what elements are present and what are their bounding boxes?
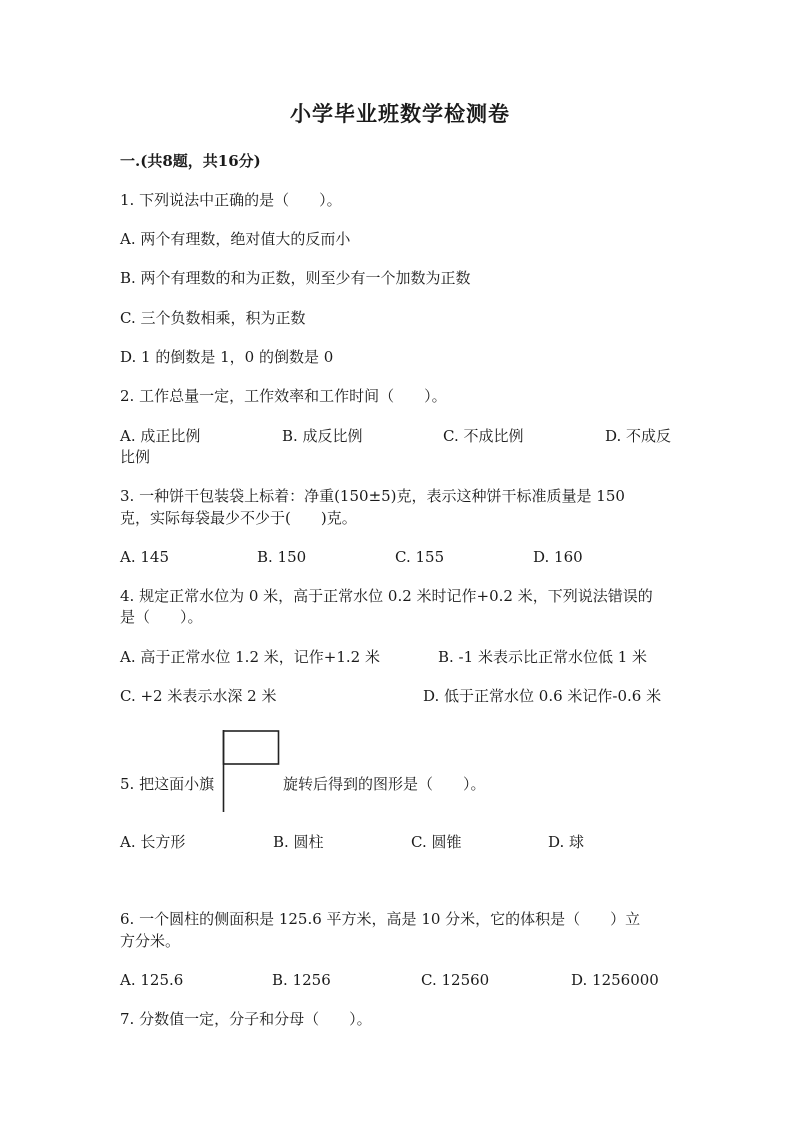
q1-stem: 1. 下列说法中正确的是（ ）。 bbox=[120, 191, 342, 209]
q6-stem-line2: 方分米。 bbox=[120, 932, 181, 950]
q2-option-a: A. 成正比例 bbox=[120, 427, 201, 445]
q5-option-a: A. 长方形 bbox=[120, 833, 186, 851]
q2-option-c: C. 不成比例 bbox=[443, 427, 524, 445]
q6-option-b: B. 1256 bbox=[272, 971, 331, 989]
q3-option-a: A. 145 bbox=[120, 548, 169, 566]
q1-option-a: A. 两个有理数，绝对值大的反而小 bbox=[120, 230, 351, 248]
q6-stem-line1: 6. 一个圆柱的侧面积是 125.6 平方米，高是 10 分米，它的体积是（ ）立 bbox=[120, 910, 641, 928]
q2-option-d: D. 不成反 bbox=[605, 427, 672, 445]
section-heading: 一.(共8题，共16分) bbox=[120, 152, 261, 170]
q4-option-b: B. -1 米表示比正常水位低 1 米 bbox=[438, 648, 648, 666]
q4-stem-line2: 是（ ）。 bbox=[120, 608, 203, 626]
q3-stem-line1: 3. 一种饼干包装袋上标着：净重(150±5)克，表示这种饼干标准质量是 150 bbox=[120, 487, 625, 505]
q4-option-c: C. +2 米表示水深 2 米 bbox=[120, 687, 277, 705]
q1-option-d: D. 1 的倒数是 1，0 的倒数是 0 bbox=[120, 348, 334, 366]
q3-option-c: C. 155 bbox=[395, 548, 445, 566]
page-title: 小学毕业班数学检测卷 bbox=[290, 101, 510, 126]
q2-option-b: B. 成反比例 bbox=[282, 427, 363, 445]
q6-option-c: C. 12560 bbox=[421, 971, 490, 989]
q1-option-b: B. 两个有理数的和为正数，则至少有一个加数为正数 bbox=[120, 269, 471, 287]
q5-option-b: B. 圆柱 bbox=[273, 833, 324, 851]
q3-stem-line2: 克，实际每袋最少不少于( )克。 bbox=[120, 509, 357, 527]
flag-figure bbox=[222, 730, 280, 812]
q3-option-d: D. 160 bbox=[533, 548, 583, 566]
q4-stem-line1: 4. 规定正常水位为 0 米，高于正常水位 0.2 米时记作+0.2 米，下列说法错误的 bbox=[120, 587, 653, 605]
q1-option-c: C. 三个负数相乘，积为正数 bbox=[120, 309, 306, 327]
q5-option-c: C. 圆锥 bbox=[411, 833, 462, 851]
q3-option-b: B. 150 bbox=[257, 548, 307, 566]
q7-stem: 7. 分数值一定，分子和分母（ ）。 bbox=[120, 1010, 372, 1028]
q4-option-a: A. 高于正常水位 1.2 米，记作+1.2 米 bbox=[120, 648, 380, 666]
q6-option-d: D. 1256000 bbox=[571, 971, 659, 989]
q2-stem: 2. 工作总量一定，工作效率和工作时间（ ）。 bbox=[120, 387, 447, 405]
q5-stem-left: 5. 把这面小旗 bbox=[120, 775, 215, 793]
q6-option-a: A. 125.6 bbox=[120, 971, 184, 989]
q4-option-d: D. 低于正常水位 0.6 米记作-0.6 米 bbox=[423, 687, 662, 705]
q2-option-d-continued: 比例 bbox=[120, 448, 151, 466]
q5-option-d: D. 球 bbox=[548, 833, 585, 851]
q5-stem-right: 旋转后得到的图形是（ ）。 bbox=[283, 775, 486, 793]
